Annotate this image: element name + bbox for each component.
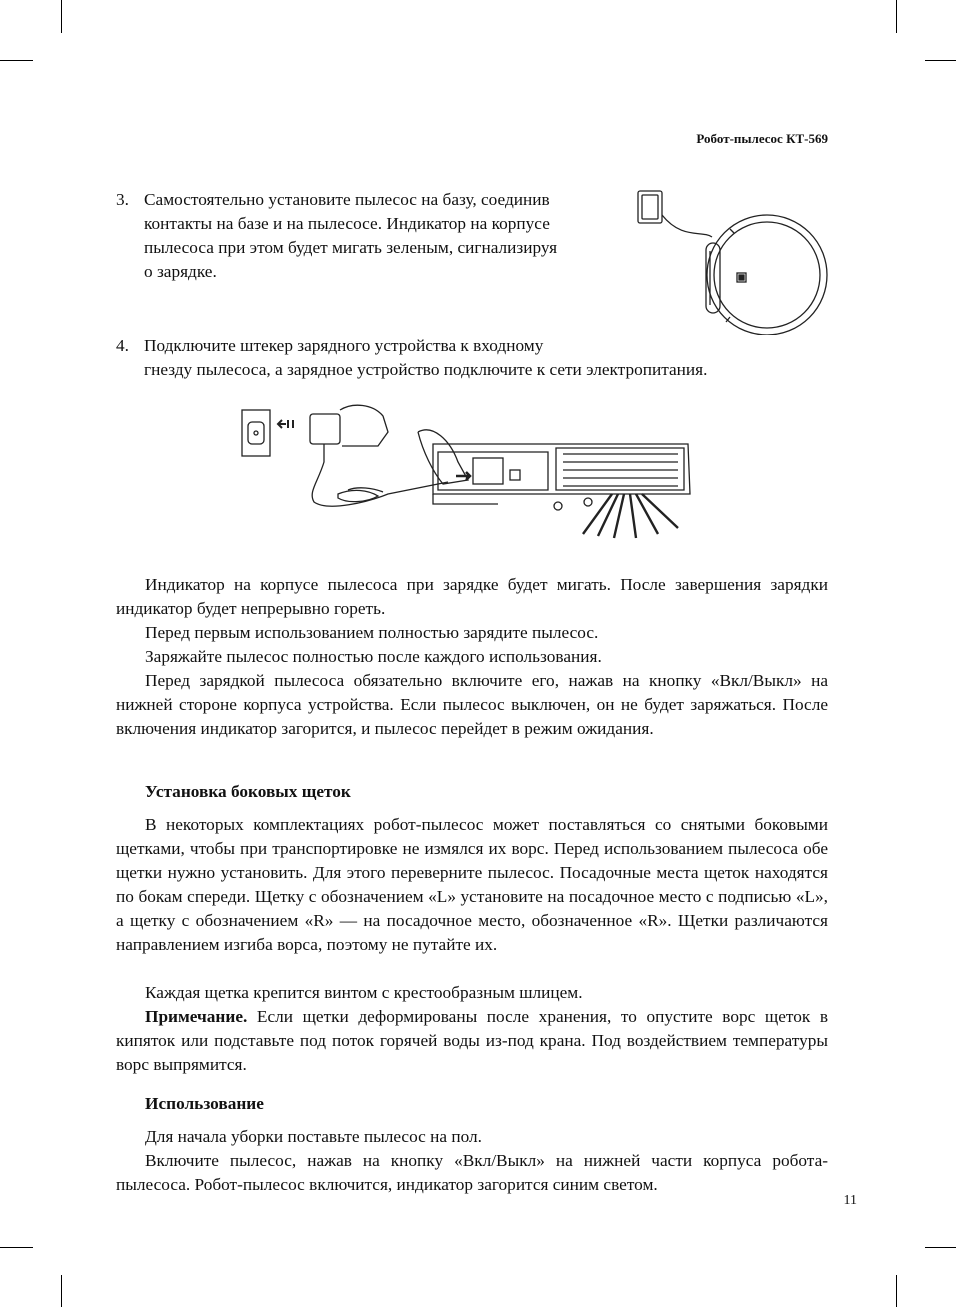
crop-mark	[0, 60, 33, 61]
paragraph-text: Перед зарядкой пылесоса обязательно включите его, нажав на кнопку «Вкл/Выкл» на нижней стороне корпуса устройства. Если пылесос выключен, он не будет заряжаться. После включения индикатор загорится, и пылесос перейдет в режим ожидания.	[116, 671, 828, 738]
section-heading: Установка боковых щеток	[145, 782, 351, 801]
section-heading: Использование	[145, 1094, 264, 1113]
note-paragraph	[116, 1005, 828, 1077]
crop-mark	[61, 1275, 62, 1307]
paragraph	[116, 1149, 828, 1197]
page-number: 11	[843, 1193, 857, 1208]
step-line: Самостоятельно установите пылесос на базу, соединив	[144, 190, 550, 209]
charger-connection-illustration	[238, 402, 698, 542]
paragraph-text: Индикатор на корпусе пылесоса при зарядке будет мигать. После завершения зарядки индикатор будет непрерывно гореть.	[116, 575, 828, 618]
crop-mark	[925, 1247, 956, 1248]
page-header-title: Робот-пылесос КТ-569	[696, 131, 828, 146]
crop-mark	[896, 0, 897, 33]
paragraph-text: Если щетки деформированы после хранения, то опустите ворс щеток в кипяток или подставьте под поток горячей воды из-под крана. Под воздействием температуры ворс выпрямится.	[116, 1007, 828, 1074]
robot-on-base-illustration	[632, 185, 832, 335]
paragraph-text: Включите пылесос, нажав на кнопку «Вкл/Выкл» на нижней части корпуса робота-пылесоса. Робот-пылесос включится, индикатор загорится синим светом.	[116, 1151, 828, 1194]
paragraph	[116, 1125, 828, 1149]
paragraph-text: Перед первым использованием полностью зарядите пылесос.	[145, 623, 599, 642]
paragraph-text: В некоторых комплектациях робот-пылесос может поставляться со снятыми боковыми щетками, чтобы при транспортировке не измялся их ворс. Перед использованием пылесоса обе щетки нужно установить. Для этого переверните пылесос. Посадочные места щеток находятся по бокам спереди. Щетку с обозначением «L» установите на посадочное место с подписью «L», а щетку с обозначением «R» — на посадочное место, обозначенное «R». Щетки различаются направлением изгиба ворса, поэтому не путайте их.	[116, 815, 828, 954]
paragraph	[116, 645, 828, 669]
crop-mark	[61, 0, 62, 33]
step-3	[116, 188, 557, 284]
paragraph	[116, 573, 828, 621]
paragraph	[116, 813, 828, 957]
crop-mark	[925, 60, 956, 61]
step-line: Подключите штекер зарядного устройства к входному	[144, 336, 544, 355]
paragraph	[116, 621, 828, 645]
step-line: контакты на базе и на пылесосе. Индикатор на корпусе	[144, 214, 550, 233]
step-4	[116, 334, 707, 382]
step-line: о зарядке.	[144, 262, 217, 281]
crop-mark	[0, 1247, 33, 1248]
step-line: пылесоса при этом будет мигать зеленым, сигнализируя	[144, 238, 558, 257]
step-line: гнезду пылесоса, а зарядное устройство подключите к сети электропитания.	[144, 360, 708, 379]
crop-mark	[896, 1275, 897, 1307]
paragraph	[116, 669, 828, 741]
step-number: 4.	[116, 336, 129, 355]
paragraph-text: Заряжайте пылесос полностью после каждого использования.	[145, 647, 602, 666]
note-label: Примечание.	[145, 1007, 248, 1026]
paragraph	[116, 981, 828, 1005]
step-number: 3.	[116, 190, 129, 209]
paragraph-text: Каждая щетка крепится винтом с крестообразным шлицем.	[145, 983, 583, 1002]
paragraph-text: Для начала уборки поставьте пылесос на пол.	[145, 1127, 482, 1146]
